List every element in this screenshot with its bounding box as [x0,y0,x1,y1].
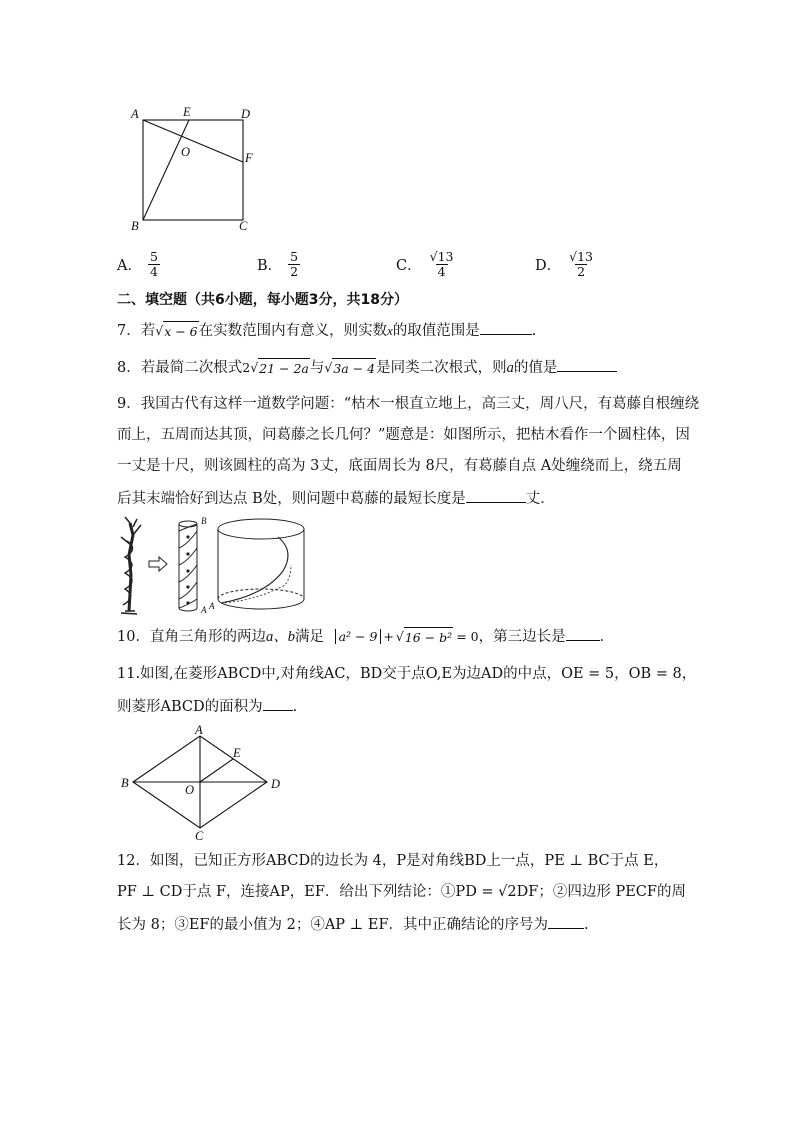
label-D: D [241,107,251,121]
section-heading: 二、填空题（共6小题，每小题3分，共18分） [117,292,408,308]
arrow-right-icon [149,557,167,571]
label-C: C [239,219,248,233]
label-B: B [121,776,129,790]
label-C: C [195,829,204,843]
option-a[interactable]: A． $\frac{5}{4}$ [117,249,158,279]
answer-blank-11[interactable] [263,696,293,711]
square-figure [125,100,265,235]
question-12-line3: 长为 8；③EF的最小值为 2；④AP ⊥ EF．其中正确结论的序号为 . [117,914,589,935]
rhombus-figure [115,722,290,844]
question-9-line1: 9．我国古代有这样一道数学问题：“枯木一根直立地上，高三丈，周八尺，有葛藤自根缠绕 [117,396,700,412]
label-E: E [233,746,241,760]
question-10: 10．直角三角形的两边a、b满足 a² − 9 + √ 16 − b² = 0，第三边长是 ． [117,626,614,648]
label-A-small: A [201,605,207,615]
question-9-line2: 而上，五周而达其顶，问葛藤之长几何？”题意是：如图所示，把枯木看作一个圆柱体，因 [117,427,690,443]
tree-icon [121,517,141,614]
label-B: B [131,219,139,233]
option-d[interactable]: D． $\frac{√13}{2}$ [535,249,594,279]
answer-blank-7[interactable] [480,320,532,335]
question-7: 7．若 √ x − 6 在实数范围内有意义，则实数x的取值范围是 . [117,320,536,342]
answer-blank-9[interactable] [466,488,526,503]
question-8: 8．若最简二次根式2 √ 21 − 2a 与 √ 3a − 4 是同类二次根式，则a的值是 [117,357,617,379]
question-9-line4: 后其末端恰好到达点 B处，则问题中葛藤的最短长度是 丈． [117,488,555,509]
label-A: A [131,107,139,121]
answer-blank-12[interactable] [548,914,584,929]
answer-blank-8[interactable] [557,357,617,372]
label-A-large: A [209,601,215,611]
label-O: O [185,783,195,797]
label-A: A [195,723,203,737]
question-9-line3: 一丈是十尺，则该圆柱的高为 3丈，底面周长为 8尺，有葛藤自点 A处缠绕而上，绕五周 [117,458,682,474]
tree-cylinder-figure [115,515,315,615]
label-E: E [183,105,191,119]
label-F: F [245,151,253,165]
label-O: O [181,145,191,159]
question-11-line1: 11.如图,在菱形ABCD中,对角线AC，BD交于点O,E为边AD的中点，OE = 5，OB = 8， [117,666,697,682]
thin-cylinder [179,521,197,611]
option-c[interactable]: C． $\frac{√13}{4}$ [396,249,454,279]
label-B-small: B [201,516,207,526]
question-11-line2: 则菱形ABCD的面积为 . [117,696,297,717]
large-cylinder [218,519,304,609]
question-12-line1: 12．如图，已知正方形ABCD的边长为 4，P是对角线BD上一点，PE ⊥ BC于点 E， [117,853,669,869]
answer-blank-10[interactable] [566,626,600,641]
question-12-line2: PF ⊥ CD于点 F，连接AP，EF．给出下列结论：①PD = √2DF；②四边形 PECF的周 [117,884,686,900]
option-b[interactable]: B． $\frac{5}{2}$ [257,249,299,279]
label-D: D [271,777,281,791]
